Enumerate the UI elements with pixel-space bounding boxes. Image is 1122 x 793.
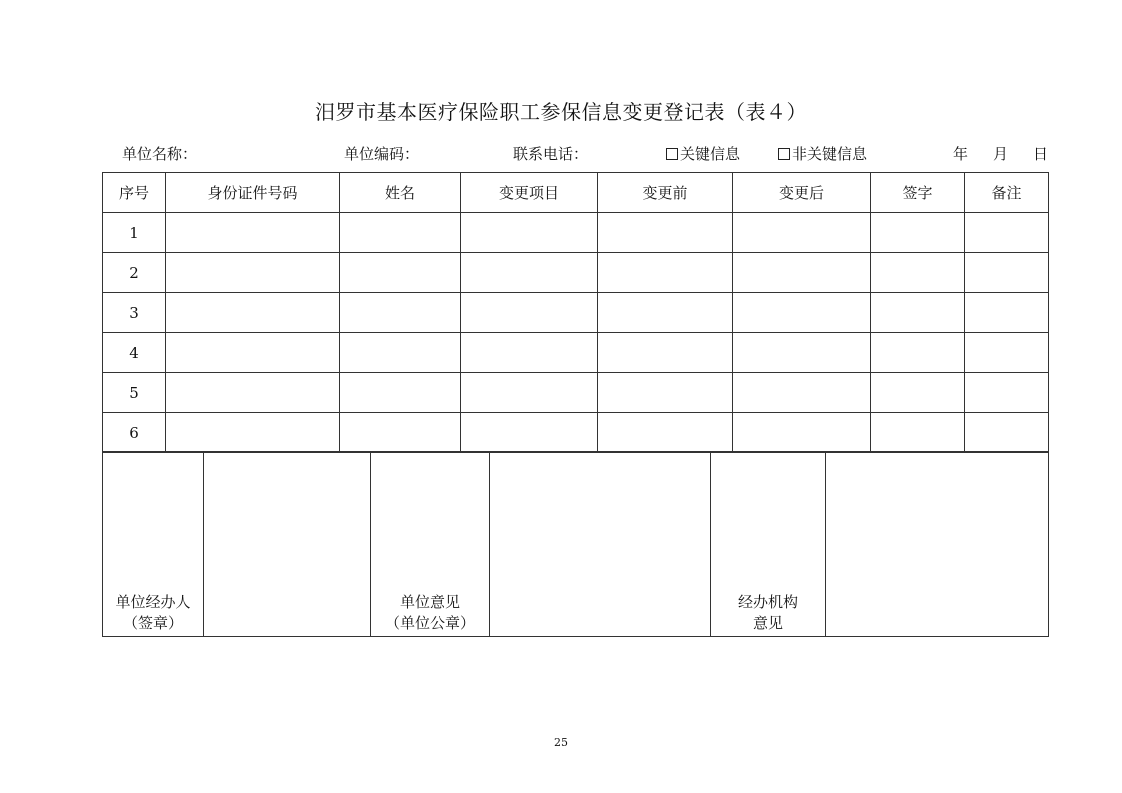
remarks-cell[interactable]	[965, 293, 1049, 333]
non-key-info-option[interactable]	[778, 143, 867, 164]
signature-cell[interactable]	[871, 253, 965, 293]
agency-sub-label: 意见	[752, 614, 783, 632]
before-cell[interactable]	[598, 373, 733, 413]
row-number: 6	[103, 413, 166, 453]
after-cell[interactable]	[733, 333, 871, 373]
id-number-cell[interactable]	[166, 253, 340, 293]
remarks-cell[interactable]	[965, 373, 1049, 413]
agency-content-cell[interactable]	[826, 452, 1049, 637]
name-cell[interactable]	[340, 413, 461, 453]
change-item-cell[interactable]	[461, 253, 598, 293]
row-number: 2	[103, 253, 166, 293]
non-key-info-checkbox[interactable]	[778, 148, 790, 160]
phone-label: 联系电话：	[513, 145, 589, 163]
key-info-option[interactable]	[666, 143, 740, 164]
col-header-name: 姓名	[340, 173, 461, 213]
row-number: 5	[103, 373, 166, 413]
after-cell[interactable]	[733, 253, 871, 293]
key-info-label: 关键信息	[680, 145, 741, 163]
row-number: 4	[103, 333, 166, 373]
name-cell[interactable]	[340, 213, 461, 253]
unit-code-label: 单位编码：	[344, 145, 420, 163]
day-label: 日	[1033, 145, 1049, 163]
col-header-remarks: 备注	[965, 173, 1049, 213]
before-cell[interactable]	[598, 333, 733, 373]
table-row	[103, 253, 1049, 293]
id-number-cell[interactable]	[166, 373, 340, 413]
id-number-cell[interactable]	[166, 413, 340, 453]
table-row	[103, 213, 1049, 253]
agency-label-cell	[711, 452, 826, 637]
handler-label: 单位经办人	[115, 593, 191, 611]
opinion-content-cell[interactable]	[490, 452, 711, 637]
opinion-sub-label: （单位公章）	[384, 614, 475, 632]
after-cell[interactable]	[733, 293, 871, 333]
col-header-index: 序号	[103, 173, 166, 213]
unit-name-label: 单位名称：	[122, 145, 198, 163]
form-title: 汨罗市基本医疗保险职工参保信息变更登记表（表４）	[315, 100, 807, 124]
id-number-cell[interactable]	[166, 293, 340, 333]
table-row	[103, 373, 1049, 413]
change-item-cell[interactable]	[461, 333, 598, 373]
after-cell[interactable]	[733, 413, 871, 453]
change-item-cell[interactable]	[461, 293, 598, 333]
change-table	[102, 172, 1049, 453]
signature-cell[interactable]	[871, 373, 965, 413]
opinion-label-cell	[371, 452, 490, 637]
col-header-id-number: 身份证件号码	[166, 173, 340, 213]
signature-cell[interactable]	[871, 333, 965, 373]
col-header-signature: 签字	[871, 173, 965, 213]
non-key-info-label: 非关键信息	[792, 145, 868, 163]
row-number: 1	[103, 213, 166, 253]
col-header-after: 变更后	[733, 173, 871, 213]
signature-cell[interactable]	[871, 293, 965, 333]
approval-table	[102, 451, 1049, 637]
handler-sub-label: （签章）	[122, 614, 183, 632]
col-header-before: 变更前	[598, 173, 733, 213]
signature-cell[interactable]	[871, 413, 965, 453]
approval-row	[103, 452, 1049, 637]
change-item-cell[interactable]	[461, 413, 598, 453]
remarks-cell[interactable]	[965, 213, 1049, 253]
table-row	[103, 413, 1049, 453]
remarks-cell[interactable]	[965, 333, 1049, 373]
after-cell[interactable]	[733, 213, 871, 253]
id-number-cell[interactable]	[166, 333, 340, 373]
name-cell[interactable]	[340, 373, 461, 413]
change-item-cell[interactable]	[461, 373, 598, 413]
handler-signature-cell[interactable]	[204, 452, 371, 637]
page-number: 25	[554, 736, 568, 749]
before-cell[interactable]	[598, 213, 733, 253]
change-item-cell[interactable]	[461, 213, 598, 253]
agency-label: 经办机构	[737, 593, 798, 611]
key-info-checkbox[interactable]	[666, 148, 678, 160]
signature-cell[interactable]	[871, 213, 965, 253]
id-number-cell[interactable]	[166, 213, 340, 253]
month-label: 月	[993, 145, 1009, 163]
before-cell[interactable]	[598, 253, 733, 293]
remarks-cell[interactable]	[965, 253, 1049, 293]
table-row	[103, 293, 1049, 333]
year-label: 年	[953, 145, 969, 163]
row-number: 3	[103, 293, 166, 333]
after-cell[interactable]	[733, 373, 871, 413]
table-row	[103, 333, 1049, 373]
table-header-row	[103, 173, 1049, 213]
opinion-label: 单位意见	[399, 593, 460, 611]
handler-label-cell	[103, 452, 204, 637]
name-cell[interactable]	[340, 293, 461, 333]
before-cell[interactable]	[598, 413, 733, 453]
name-cell[interactable]	[340, 333, 461, 373]
remarks-cell[interactable]	[965, 413, 1049, 453]
before-cell[interactable]	[598, 293, 733, 333]
col-header-change-item: 变更项目	[461, 173, 598, 213]
name-cell[interactable]	[340, 253, 461, 293]
